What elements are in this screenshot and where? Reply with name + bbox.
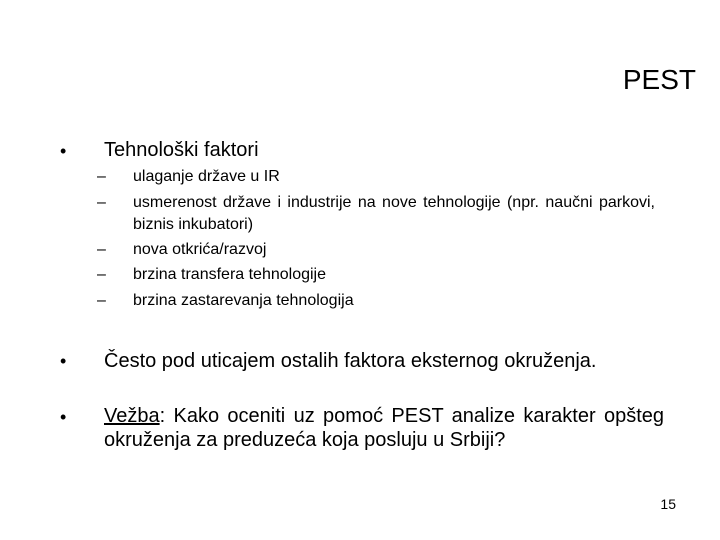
section-heading-tech-factors: Tehnološki faktori — [104, 139, 259, 161]
exercise-question: : Kako oceniti uz pomoć PEST analize karakter opšteg okruženja za preduzeća koja posluju u Srbiji? — [104, 405, 664, 451]
section-exercise — [104, 404, 664, 452]
bullet-marker: • — [60, 141, 67, 161]
bullet-marker: • — [60, 407, 67, 427]
dash-marker: – — [97, 292, 106, 309]
dash-marker: – — [97, 168, 106, 185]
bullet-marker: • — [60, 351, 67, 371]
sub-item-4: brzina transfera tehnologije — [133, 266, 327, 283]
exercise-label: Vežba — [104, 405, 160, 427]
sub-item-5: brzina zastarevanja tehnologija — [133, 292, 354, 309]
sub-item-3: nova otkrića/razvoj — [133, 241, 267, 258]
page-number: 15 — [660, 496, 676, 512]
sub-item-1: ulaganje države u IR — [133, 168, 280, 185]
sub-item-2: usmerenost države i industrije na nove tehnologije (npr. naučni parkovi, biznis inkubatori) — [133, 194, 655, 233]
dash-marker: – — [97, 241, 106, 258]
dash-marker: – — [97, 194, 106, 211]
slide-title: PEST — [622, 64, 696, 95]
section-external-influence: Često pod uticajem ostalih faktora eksternog okruženja. — [104, 350, 597, 372]
dash-marker: – — [97, 266, 106, 283]
